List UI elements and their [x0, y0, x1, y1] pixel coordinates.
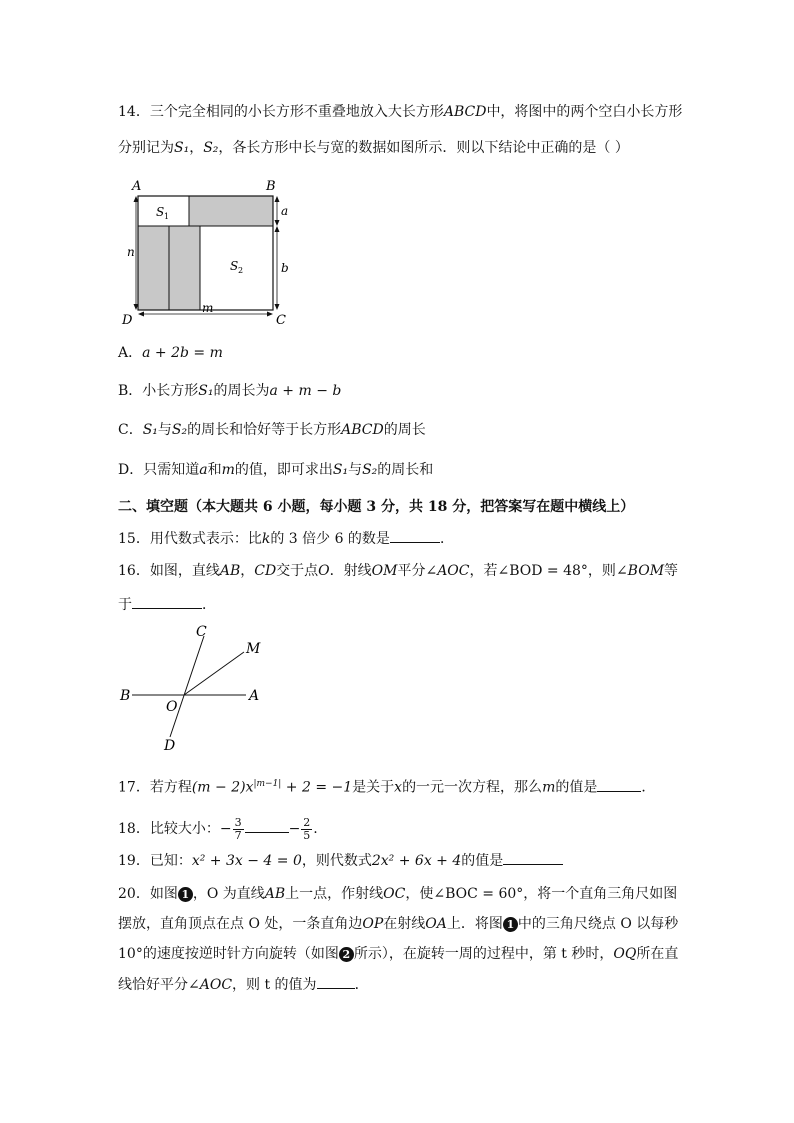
- option-d-end: 的周长和: [377, 462, 434, 478]
- q15: [118, 528, 454, 549]
- q18-fraction-2: [301, 817, 312, 842]
- q16-text6: 等: [664, 563, 679, 579]
- q16-answer-blank[interactable]: [132, 594, 202, 609]
- q18-f2-den: 5: [303, 828, 311, 842]
- q16-om: OM: [371, 563, 398, 579]
- q16-comma: ，: [240, 563, 255, 579]
- label-A: A: [132, 179, 142, 194]
- q19-answer-blank[interactable]: [503, 850, 563, 865]
- q16-angle-bom: ∠BOM: [615, 563, 665, 579]
- option-b-expr: a + m − b: [269, 383, 342, 399]
- q14-s1: S₁: [174, 140, 190, 156]
- q18-neg1: −: [219, 821, 232, 837]
- q14-option-b: [118, 381, 341, 401]
- q20-text1a: 20．如图: [118, 886, 178, 902]
- q14-s2: S₂: [203, 140, 219, 156]
- q16-text2: 交于点: [276, 563, 319, 579]
- option-c-s1: S₁: [142, 422, 158, 438]
- q17-text4: 的值是: [555, 779, 598, 796]
- q18-end: .: [313, 821, 318, 837]
- label-S2-sub: 2: [238, 266, 244, 275]
- q20-text2d: 中的三角尺绕点 O 以每秒: [517, 916, 679, 932]
- q18-f1-den: 7: [234, 828, 242, 842]
- q18-neg2: −: [288, 821, 301, 837]
- option-d-s1: S₁: [332, 462, 349, 478]
- q20-op: OP: [362, 916, 384, 932]
- q14-sep: ，: [189, 140, 204, 156]
- q20-text3b: 所示），在旋转一周的过程中，第 t 秒时，: [353, 946, 614, 962]
- shaded-rect-left1: [138, 226, 169, 310]
- q16-line1: [118, 561, 678, 581]
- q14-text: 14．三个完全相同的小长方形不重叠地放入大长方形: [118, 104, 444, 120]
- dim-a-arrow-bot: [275, 220, 280, 226]
- q17-text2: 是关于: [352, 779, 395, 796]
- q20-figure-2-badge: 2: [339, 947, 354, 962]
- q16-angle-aoc: ∠AOC: [425, 563, 470, 579]
- q19-expr: 2x² + 6x + 4: [371, 853, 462, 869]
- q14-rect-name: ABCD: [443, 104, 487, 120]
- label-a: A: [249, 688, 260, 704]
- q20-text4a: 线恰好平分: [118, 977, 188, 993]
- option-d-label: D．只需知道: [118, 462, 200, 478]
- q16-o: O: [318, 563, 330, 579]
- q18: [118, 812, 318, 846]
- option-c-end: 的周长: [383, 422, 426, 438]
- q14-option-c: [118, 420, 426, 440]
- shaded-rect-top: [189, 196, 273, 226]
- option-d-m: m: [221, 462, 235, 478]
- q15-end: ．: [439, 531, 454, 547]
- q16-ab: AB: [219, 563, 241, 579]
- option-c-text: 的周长和恰好等于长方形: [187, 422, 342, 438]
- q17-end: ．: [641, 779, 656, 796]
- option-d-a: a: [199, 462, 208, 478]
- q15-text: 15．用代数式表示：比: [118, 531, 262, 547]
- q17-answer-blank[interactable]: [597, 777, 641, 792]
- q20-line3: [118, 944, 678, 964]
- q14-rectangle-figure: [118, 176, 298, 326]
- dim-m-arrow-left: [138, 312, 144, 317]
- q17-m: m: [542, 779, 556, 796]
- q14-line1: [118, 102, 682, 122]
- option-d-text: 的值，即可求出: [234, 462, 333, 478]
- q20-text3a: 10°的速度按逆时针方向旋转（如图: [118, 946, 339, 962]
- label-D: D: [122, 313, 133, 326]
- label-a: a: [281, 204, 289, 218]
- q15-text2: 的 3 倍少 6 的数是: [270, 531, 390, 547]
- option-d-and: 和: [207, 462, 222, 478]
- dim-a-arrow-top: [275, 196, 280, 202]
- q16-line2: [118, 594, 216, 615]
- dim-b-arrow-bot: [275, 304, 280, 310]
- label-o: O: [166, 699, 178, 715]
- label-b: b: [281, 261, 289, 275]
- q20-line4: [118, 974, 369, 995]
- ray-om: [184, 652, 244, 695]
- label-B: B: [266, 179, 276, 194]
- q14-text-end: 中，将图中的两个空白小长方形: [486, 104, 683, 120]
- q19-text1: 19．已知：: [118, 853, 192, 869]
- q15-var: k: [261, 531, 271, 547]
- q17-text1: 17．若方程: [118, 779, 192, 796]
- q18-f2-num: 2: [303, 815, 311, 829]
- q15-answer-blank[interactable]: [390, 528, 440, 543]
- option-d-s2: S₂: [362, 462, 378, 478]
- q16-end: ．: [202, 597, 216, 613]
- shaded-rect-left2: [169, 226, 200, 310]
- line-cd: [170, 636, 204, 737]
- q20-text4b: ，则 t 的值为: [232, 977, 317, 993]
- q16-line2-text: 于: [118, 597, 132, 613]
- option-b-s: S₁: [198, 383, 214, 399]
- label-S2: S: [230, 259, 239, 273]
- q20-line1: [118, 884, 677, 904]
- q17-text3: 的一元一次方程，那么: [402, 779, 543, 796]
- label-m: M: [246, 641, 261, 657]
- q20-ab: AB: [264, 886, 286, 902]
- q18-f1-num: 3: [234, 815, 242, 829]
- option-a-expr: a + 2b = m: [142, 345, 223, 361]
- q17-eq2: + 2 = −1: [281, 779, 353, 796]
- q20-angle-aoc: ∠AOC: [188, 977, 233, 993]
- q20-text3c: 所在直: [636, 946, 679, 962]
- q20-line2: [118, 914, 678, 934]
- q20-oa: OA: [425, 916, 447, 932]
- q20-oq: OQ: [613, 946, 637, 962]
- q20-text1c: 上一点，作射线: [285, 886, 384, 902]
- option-c-label: C．: [118, 422, 143, 438]
- q16-text1: 16．如图，直线: [118, 563, 220, 579]
- q20-oc: OC: [383, 886, 406, 902]
- option-c-s2: S₂: [171, 422, 188, 438]
- q17-exp: |m−1|: [253, 779, 282, 789]
- label-C: C: [276, 313, 286, 326]
- q20-figure-1-badge-2: 1: [503, 917, 518, 932]
- label-S1: S: [156, 205, 165, 219]
- option-a-label: A．: [118, 345, 143, 361]
- label-d: D: [164, 738, 176, 754]
- q14-line2: [118, 138, 629, 158]
- q19-text2: ，则代数式: [301, 853, 372, 869]
- q14-text2: 分别记为: [118, 140, 174, 156]
- q17-x: x: [394, 779, 403, 796]
- dim-b-arrow-top: [275, 226, 280, 232]
- q16-text3: ．射线: [329, 563, 372, 579]
- q18-text1: 18．比较大小：: [118, 821, 220, 837]
- option-d-and2: 与: [348, 462, 363, 478]
- q20-answer-blank[interactable]: [317, 974, 355, 989]
- q14-option-d: [118, 460, 433, 480]
- label-b: B: [120, 688, 131, 704]
- option-b-label: B．小长方形: [118, 383, 199, 399]
- q16-lines-figure: [118, 620, 278, 755]
- label-c: C: [196, 624, 207, 640]
- q16-text5: ，若∠BOD = 48°，则: [469, 563, 616, 579]
- q17: [118, 774, 655, 798]
- q20-end: ．: [354, 977, 369, 993]
- dim-m-arrow-right: [267, 312, 273, 317]
- q20-figure-1-badge: 1: [178, 887, 193, 902]
- q20-text1d: ，使∠BOC = 60°，将一个直角三角尺如图: [405, 886, 678, 902]
- option-b-text: 的周长为: [213, 383, 270, 399]
- option-c-rect: ABCD: [341, 422, 384, 438]
- section-2-heading: 二、填空题（本大题共 6 小题，每小题 3 分，共 18 分，把答案写在题中横线上）: [118, 499, 635, 515]
- q20-text2b: 在射线: [383, 916, 426, 932]
- label-m: m: [202, 301, 214, 315]
- q14-text3: ，各长方形中长与宽的数据如图所示．则以下结论中正确的是（ ）: [218, 140, 629, 156]
- q14-option-a: [118, 343, 223, 363]
- label-S1-sub: 1: [164, 212, 170, 221]
- label-n: n: [127, 245, 135, 259]
- q20-text2a: 摆放，直角顶点在点 O 处，一条直角边: [118, 916, 363, 932]
- q17-eq: (m − 2)x: [191, 779, 254, 796]
- option-c-and: 与: [157, 422, 172, 438]
- q16-text4: 平分: [397, 563, 426, 579]
- q19-text3: 的值是: [461, 853, 504, 869]
- q18-fraction-1: [233, 817, 244, 842]
- q19-eq: x² + 3x − 4 = 0: [191, 853, 302, 869]
- q16-cd: CD: [254, 563, 277, 579]
- q20-text2c: 上．将图: [446, 916, 503, 932]
- q20-text1b: ，O 为直线: [192, 886, 265, 902]
- q19: [118, 850, 563, 871]
- q18-answer-blank[interactable]: [245, 818, 289, 833]
